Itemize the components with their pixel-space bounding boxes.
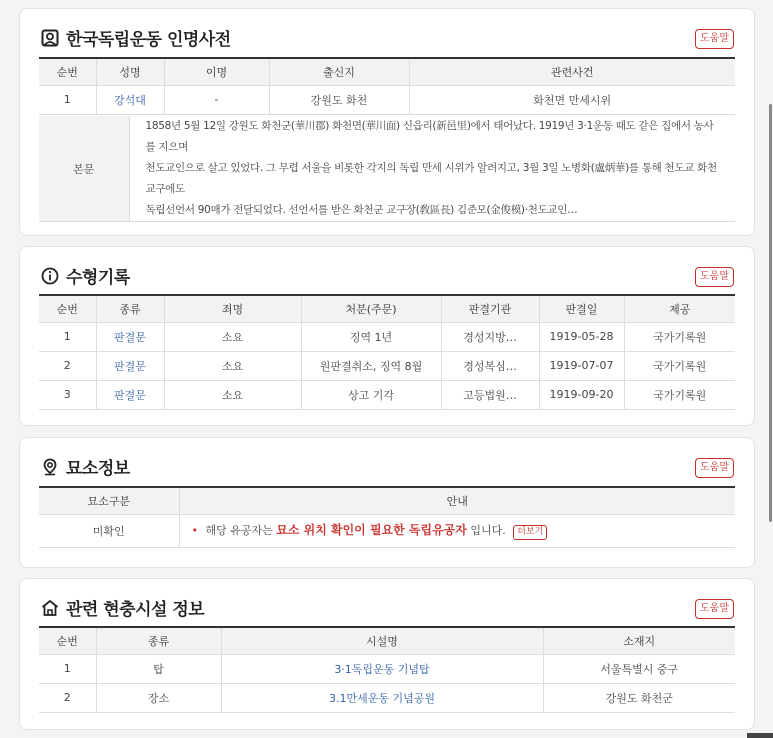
cell-court: 경성지방… bbox=[441, 322, 539, 351]
location-pin-icon bbox=[40, 457, 60, 477]
cell-court: 고등법원… bbox=[441, 380, 539, 409]
person-name-link[interactable]: 강석대 bbox=[96, 85, 164, 114]
header-cell: 판결일 bbox=[539, 295, 624, 322]
table-row bbox=[39, 351, 735, 380]
header-cell: 이명 bbox=[164, 58, 269, 85]
person-frame-icon bbox=[40, 28, 60, 48]
judgment-link[interactable]: 판결문 bbox=[96, 351, 164, 380]
dictionary-card bbox=[19, 8, 755, 236]
bullet-icon: • bbox=[191, 524, 198, 537]
help-button[interactable]: 도움말 bbox=[695, 267, 734, 287]
dictionary-title: 한국독립운동 인명사전 bbox=[40, 25, 231, 50]
grave-card bbox=[19, 437, 755, 568]
cell-court: 경성복심… bbox=[441, 351, 539, 380]
cell-provider: 국가기록원 bbox=[624, 322, 735, 351]
judgment-link[interactable]: 판결문 bbox=[96, 322, 164, 351]
header-cell: 죄명 bbox=[164, 295, 301, 322]
cell-charge: 소요 bbox=[164, 380, 301, 409]
cell-disposition: 원판결취소, 징역 8월 bbox=[301, 351, 441, 380]
notice-text: 해당 유공자는 bbox=[205, 524, 273, 537]
cell-date: 1919-07-07 bbox=[539, 351, 624, 380]
cell-type: 탑 bbox=[96, 654, 221, 683]
cell-alias: - bbox=[164, 85, 269, 114]
table-row bbox=[39, 654, 735, 683]
cell-charge: 소요 bbox=[164, 322, 301, 351]
cell-disposition: 징역 1년 bbox=[301, 322, 441, 351]
cell-date: 1919-05-28 bbox=[539, 322, 624, 351]
header-cell: 종류 bbox=[96, 295, 164, 322]
grave-title: 묘소정보 bbox=[40, 454, 130, 479]
grave-notice bbox=[179, 514, 735, 547]
header-cell: 소재지 bbox=[543, 627, 735, 654]
info-circle-icon bbox=[40, 266, 60, 286]
memorial-building-icon bbox=[40, 598, 60, 618]
cell-no: 1 bbox=[39, 85, 96, 114]
grave-table bbox=[39, 486, 735, 548]
sentence-table bbox=[39, 294, 735, 410]
header-cell: 관련사건 bbox=[409, 58, 735, 85]
cell-location: 서울특별시 중구 bbox=[543, 654, 735, 683]
body-text: 1858년 5월 12일 강원도 화천군(華川郡) 화천면(華川面) 신읍리(新邑里)에서 태어났다. 1919년 3·1운동 때도 같은 집에서 농사를 지으며 천도교인으로 살고 있었다. 그 무렵 서울을 비롯한 각지의 독립 만세 시위가 알려지고, 3월 3일 노병화(盧炳華)를 통해 천도교 화천교구에도 독립선언서 90매가 전달되었다. 선언서를 받은 화천군 교구장(敎區長) 김준모(金俊模)·천도교인… bbox=[129, 116, 735, 222]
sentence-title: 수형기록 bbox=[40, 263, 130, 288]
table-row bbox=[39, 322, 735, 351]
header-cell: 종류 bbox=[96, 627, 221, 654]
table-row bbox=[39, 514, 735, 547]
help-button[interactable]: 도움말 bbox=[695, 29, 734, 49]
header-cell: 안내 bbox=[179, 487, 735, 514]
facility-link[interactable]: 3·1독립운동 기념탑 bbox=[221, 654, 543, 683]
help-button[interactable]: 도움말 bbox=[695, 458, 734, 478]
scrollbar[interactable] bbox=[769, 104, 772, 522]
header-cell: 판결기관 bbox=[441, 295, 539, 322]
cell-no: 2 bbox=[39, 683, 96, 712]
notice-text-end: 입니다. bbox=[470, 524, 506, 537]
cell-provider: 국가기록원 bbox=[624, 380, 735, 409]
header-cell: 처분(주문) bbox=[301, 295, 441, 322]
help-button[interactable]: 도움말 bbox=[695, 599, 734, 619]
cell-location: 강원도 화천군 bbox=[543, 683, 735, 712]
cell-disposition: 상고 기각 bbox=[301, 380, 441, 409]
dictionary-body-table bbox=[39, 116, 735, 222]
cell-date: 1919-09-20 bbox=[539, 380, 624, 409]
facility-table bbox=[39, 626, 735, 713]
header-cell: 순번 bbox=[39, 627, 96, 654]
table-row bbox=[39, 380, 735, 409]
facility-card bbox=[19, 578, 755, 730]
cell-no: 1 bbox=[39, 654, 96, 683]
header-cell: 묘소구분 bbox=[39, 487, 179, 514]
sentence-card bbox=[19, 246, 755, 426]
header-cell: 출신지 bbox=[269, 58, 409, 85]
header-cell: 순번 bbox=[39, 58, 96, 85]
cell-provider: 국가기록원 bbox=[624, 351, 735, 380]
header-cell: 시설명 bbox=[221, 627, 543, 654]
table-row bbox=[39, 85, 735, 114]
notice-highlight: 묘소 위치 확인이 필요한 독립유공자 bbox=[276, 523, 467, 537]
more-button[interactable]: 더보기 bbox=[513, 525, 547, 540]
cell-event: 화천면 만세시위 bbox=[409, 85, 735, 114]
table-row bbox=[39, 683, 735, 712]
dictionary-table bbox=[39, 57, 735, 115]
cell-charge: 소요 bbox=[164, 351, 301, 380]
header-cell: 성명 bbox=[96, 58, 164, 85]
page-corner-bar bbox=[747, 733, 773, 738]
body-label: 본문 bbox=[39, 116, 129, 222]
grave-type: 미확인 bbox=[39, 514, 179, 547]
header-cell: 순번 bbox=[39, 295, 96, 322]
cell-no: 3 bbox=[39, 380, 96, 409]
judgment-link[interactable]: 판결문 bbox=[96, 380, 164, 409]
header-cell: 제공 bbox=[624, 295, 735, 322]
cell-no: 2 bbox=[39, 351, 96, 380]
facility-link[interactable]: 3.1만세운동 기념공원 bbox=[221, 683, 543, 712]
cell-type: 장소 bbox=[96, 683, 221, 712]
cell-no: 1 bbox=[39, 322, 96, 351]
facility-title: 관련 현충시설 정보 bbox=[40, 595, 204, 620]
cell-origin: 강원도 화천 bbox=[269, 85, 409, 114]
